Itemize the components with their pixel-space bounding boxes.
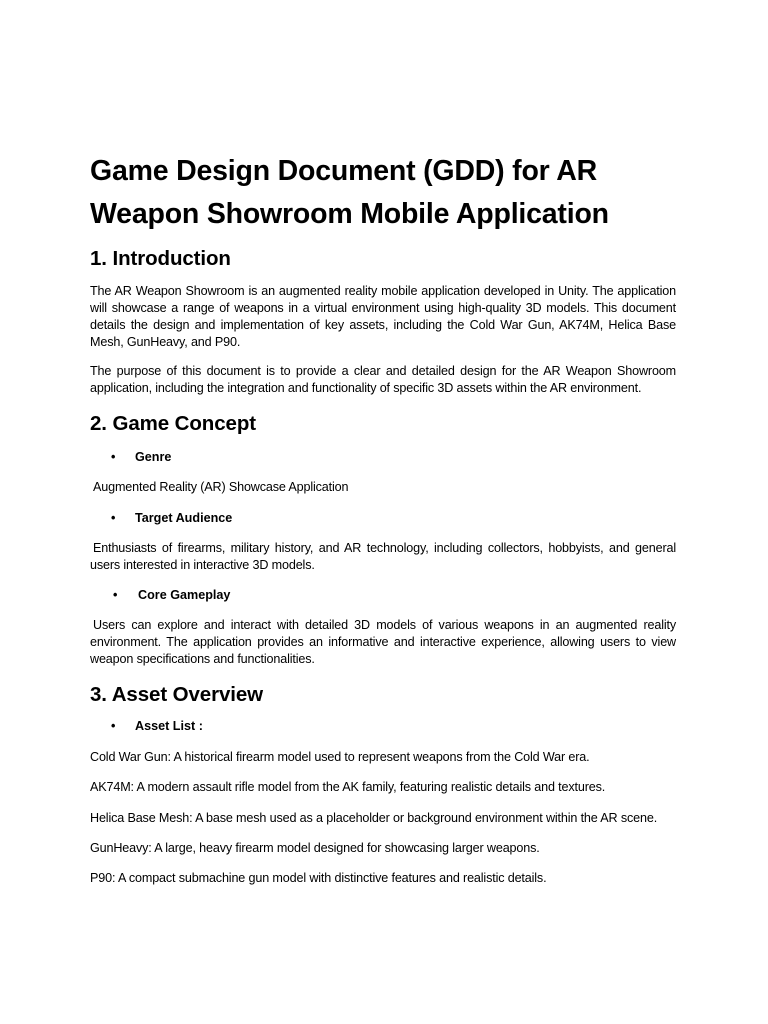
bullet-label: Core Gameplay (138, 588, 231, 602)
asset-item-cold-war-gun: Cold War Gun: A historical firearm model used to represent weapons from the Cold War era. (90, 750, 590, 764)
intro-paragraph: The AR Weapon Showroom is an augmented reality mobile application developed in Unity. The application will showcase a range of weapons in a virtual environment using high-quality 3D models. This document details the design and implementation of key assets, including the Cold War Gun, AK74M, Helica Base Mesh, GunHeavy, and P90. (90, 284, 676, 349)
bullet-item-target-audience (90, 510, 676, 527)
asset-item-ak74m: AK74M: A modern assault rifle model from the AK family, featuring realistic details and textures. (90, 780, 606, 795)
target-audience-text: Enthusiasts of firearms, military history, and AR technology, including collectors, hobbyists, and general users interested in interactive 3D models. (90, 541, 676, 572)
bullet-item-asset-list (90, 718, 676, 735)
intro-paragraph: The purpose of this document is to provide a clear and detailed design for the AR Weapon Showroom application, including the integration and functionality of specific 3D assets within the AR environment. (90, 364, 676, 395)
section-heading-introduction: 1. Introduction (90, 247, 231, 270)
asset-item-p90: P90: A compact submachine gun model with distinctive features and realistic details. (90, 871, 547, 886)
bullet-item-core-gameplay (90, 587, 676, 604)
bullet-label: Genre (135, 450, 172, 464)
genre-text: Augmented Reality (AR) Showcase Application (93, 480, 349, 494)
bullet-icon: • (111, 511, 116, 525)
bullet-icon: • (113, 588, 118, 602)
bullet-icon: • (111, 450, 116, 464)
asset-item-helica-base-mesh: Helica Base Mesh: A base mesh used as a placeholder or background environment within the AR scene. (90, 810, 658, 825)
core-gameplay-text: Users can explore and interact with detailed 3D models of various weapons in an augmented reality environment. The application provides an informative and interactive experience, allowing users to view weapon specifications and functionalities. (90, 618, 676, 666)
bullet-label: Target Audience (135, 511, 233, 525)
document-page (90, 150, 676, 900)
section-heading-asset-overview: 3. Asset Overview (90, 683, 264, 706)
asset-item-gunheavy: GunHeavy: A large, heavy firearm model designed for showcasing larger weapons. (90, 840, 540, 855)
bullet-item-genre (90, 449, 676, 466)
section-heading-game-concept: 2. Game Concept (90, 412, 256, 435)
bullet-label: Asset List : (135, 719, 203, 733)
bullet-icon: • (111, 719, 116, 733)
document-title: Game Design Document (GDD) for AR Weapon Showroom Mobile Application (90, 155, 609, 230)
